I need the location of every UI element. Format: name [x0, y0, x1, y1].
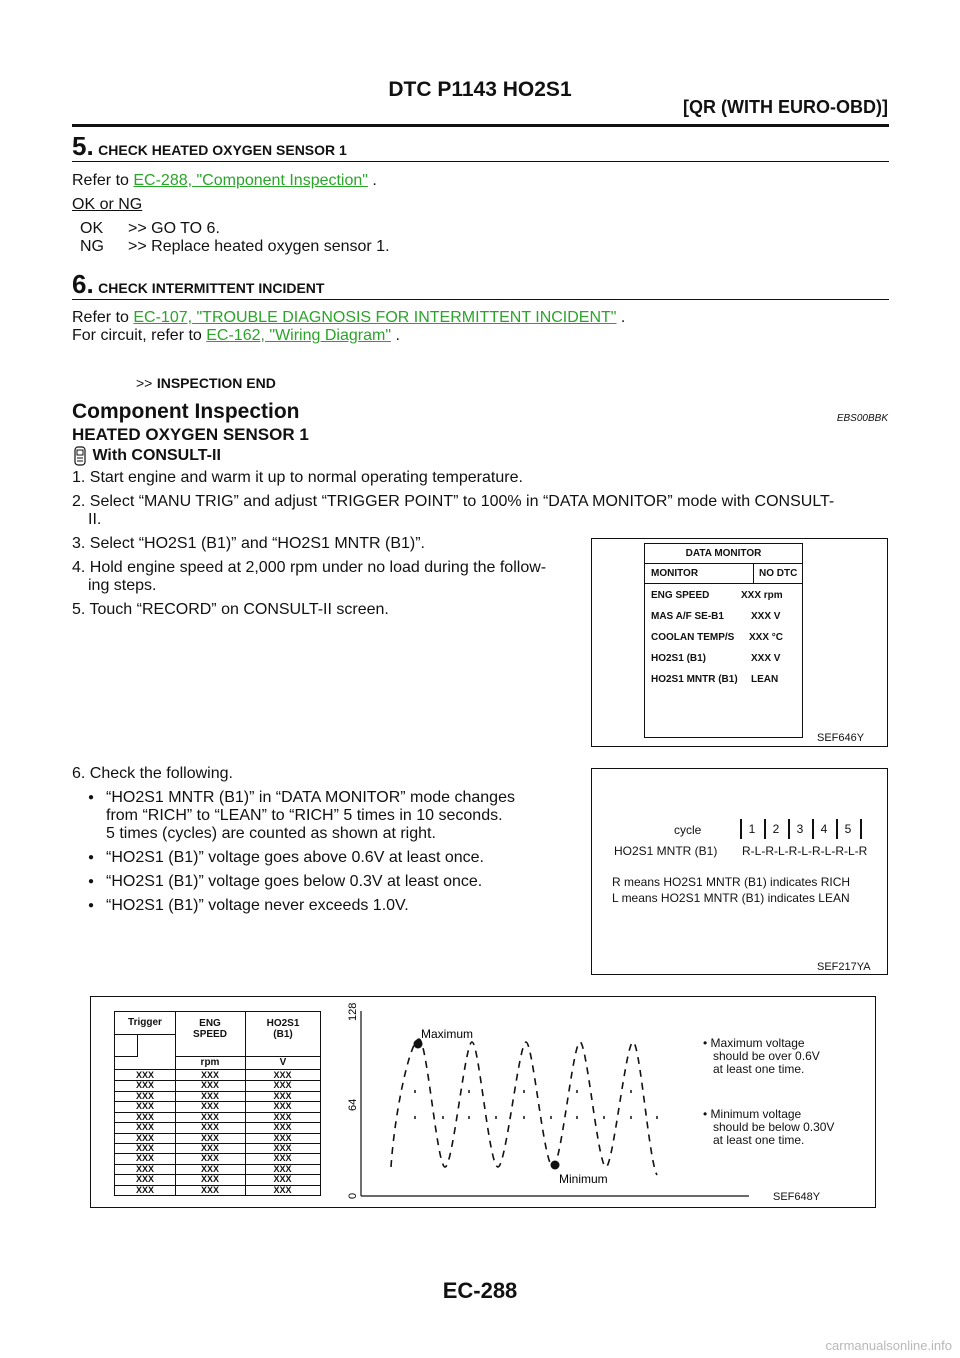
- trigger-row-cell: XXX: [273, 1174, 292, 1185]
- sensor-subtitle: HEATED OXYGEN SENSOR 1: [72, 425, 309, 444]
- inspection-end: [136, 375, 276, 393]
- dm-row-value: XXX V: [751, 611, 781, 622]
- cycle-bar: [836, 819, 838, 839]
- ok-label: OK: [80, 220, 104, 237]
- step6-refer-suffix: .: [616, 309, 626, 326]
- with-consult: [72, 446, 221, 466]
- header-rule: [72, 124, 889, 127]
- trigger-row-cell: XXX: [200, 1111, 219, 1122]
- step6-circuit: [72, 327, 400, 345]
- cycle-number: 4: [820, 822, 828, 836]
- trigger-row-cell: XXX: [135, 1122, 154, 1133]
- trigger-row-cell: XXX: [273, 1184, 292, 1195]
- ho2s1-header-line2: (B1): [273, 1029, 293, 1040]
- trigger-row-cell: XXX: [135, 1090, 154, 1101]
- trigger-row-cell: XXX: [200, 1132, 219, 1143]
- ok-or-ng-label: OK or NG: [72, 196, 143, 213]
- consult-tester-icon: [72, 446, 88, 466]
- y-tick-0: 0: [347, 1192, 359, 1199]
- trigger-row-cell: XXX: [273, 1080, 292, 1091]
- proc-step-5: 5. Touch “RECORD” on CONSULT-II screen.: [72, 601, 389, 618]
- trigger-row-cell: XXX: [273, 1101, 292, 1112]
- note-max-line1: • Maximum voltage: [703, 1036, 805, 1050]
- dm-row-value: LEAN: [751, 674, 779, 685]
- component-inspection-title: Component Inspection: [72, 400, 300, 423]
- trigger-row-cell: XXX: [273, 1153, 292, 1164]
- note-min-voltage: [703, 1108, 834, 1147]
- cycle-number: 1: [748, 822, 756, 836]
- check-bullet-4: ● “HO2S1 (B1)” voltage never exceeds 1.0V.: [106, 897, 409, 915]
- step6-heading: [72, 269, 324, 300]
- note-max-line3: at least one time.: [713, 1062, 805, 1076]
- figure-waveform: [90, 996, 876, 1208]
- figure-code: SEF648Y: [773, 1191, 821, 1203]
- trigger-row-cell: XXX: [200, 1101, 219, 1112]
- step5-heading: [72, 131, 347, 162]
- step6-circuit-prefix: For circuit, refer to: [72, 327, 207, 344]
- trigger-row-cell: XXX: [135, 1163, 154, 1174]
- eng-speed-header-line1: ENG: [199, 1018, 221, 1029]
- step5-refer-prefix: Refer to: [72, 172, 134, 189]
- dm-row-label: MAS A/F SE-B1: [651, 611, 724, 622]
- dm-rule-1: [645, 563, 802, 564]
- trigger-row-cell: XXX: [200, 1184, 219, 1195]
- step6-refer-prefix: Refer to: [72, 309, 134, 326]
- trigger-row-cell: XXX: [135, 1080, 154, 1091]
- cycle-bar: [788, 819, 790, 839]
- r-means-text: R means HO2S1 MNTR (B1) indicates RICH: [612, 875, 851, 889]
- data-monitor-monitor: MONITOR: [651, 568, 699, 579]
- data-monitor-title: DATA MONITOR: [685, 548, 762, 559]
- figure-data-monitor: [591, 538, 888, 747]
- ho2s1-header: [246, 1018, 320, 1040]
- step6-refer: [72, 309, 625, 327]
- note-min-line1: • Minimum voltage: [703, 1107, 802, 1121]
- trigger-row-cell: XXX: [200, 1070, 219, 1080]
- trigger-row-cell: XXX: [273, 1111, 292, 1122]
- step5-number: 5.: [72, 131, 94, 161]
- trigger-row-cell: XXX: [200, 1090, 219, 1101]
- trigger-row-cell: XXX: [200, 1080, 219, 1091]
- end-arrow: >>: [136, 375, 153, 391]
- figure-cycle: [591, 768, 888, 975]
- dm-row-value: XXX rpm: [741, 590, 783, 601]
- cycle-number: 5: [844, 822, 852, 836]
- with-consult-label: With CONSULT-II: [92, 447, 221, 465]
- dm-row-value: XXX °C: [749, 632, 784, 643]
- ng-text: >> Replace heated oxygen sensor 1.: [128, 238, 390, 255]
- trigger-row-cell: XXX: [135, 1142, 154, 1153]
- voltage-waveform-chart: [341, 997, 761, 1207]
- note-min-line3: at least one time.: [713, 1133, 805, 1147]
- trigger-cell: [115, 1034, 138, 1057]
- step5-refer: [72, 172, 377, 190]
- step6-circuit-suffix: .: [391, 327, 400, 344]
- ho2s1-header-line1: HO2S1: [266, 1018, 300, 1029]
- check-bullet-1-cont-b: 5 times (cycles) are counted as shown at right.: [106, 825, 436, 842]
- trigger-header: Trigger: [115, 1012, 176, 1035]
- cycle-numbers: [740, 819, 868, 839]
- link-component-inspection[interactable]: EC-288, "Component Inspection": [133, 172, 368, 189]
- page-title: DTC P1143 HO2S1: [388, 78, 572, 101]
- trigger-row-cell: XXX: [273, 1090, 292, 1101]
- proc-step-1: 1. Start engine and warm it up to normal operating temperature.: [72, 469, 523, 486]
- cycle-bar: [812, 819, 814, 839]
- proc-step-3: 3. Select “HO2S1 (B1)” and “HO2S1 MNTR (B1)”.: [72, 535, 425, 552]
- proc-step-2-cont: II.: [88, 511, 102, 528]
- trigger-row-cell: XXX: [273, 1122, 292, 1133]
- check-bullet-1: ● “HO2S1 MNTR (B1)” in “DATA MONITOR” mode changes: [106, 789, 581, 807]
- proc-step-6: 6. Check the following.: [72, 765, 233, 782]
- step5-rule: [72, 161, 889, 162]
- trigger-row-cell: XXX: [273, 1142, 292, 1153]
- cycle-bar: [764, 819, 766, 839]
- waveform-line: [391, 1039, 657, 1175]
- cycle-bar: [860, 819, 862, 839]
- trigger-row-cell: XXX: [273, 1163, 292, 1174]
- dm-row-value: XXX V: [751, 653, 781, 664]
- note-max-line2: should be over 0.6V: [713, 1049, 820, 1063]
- page-number: EC-288: [442, 1278, 518, 1303]
- l-means-text: L means HO2S1 MNTR (B1) indicates LEAN: [612, 891, 850, 905]
- dm-divider: [753, 564, 754, 583]
- y-tick-128: 128: [347, 1002, 359, 1021]
- data-monitor-nodtc: NO DTC: [759, 568, 798, 579]
- watermark: carmanualsonline.info: [825, 1338, 952, 1353]
- step5-refer-suffix: .: [367, 172, 377, 189]
- proc-step-4-cont: ing steps.: [88, 577, 157, 594]
- cycle-bar: [740, 819, 742, 839]
- trigger-row-cell: XXX: [135, 1153, 154, 1164]
- eng-speed-header-line2: SPEED: [193, 1029, 227, 1040]
- trigger-row-cell: XXX: [135, 1132, 154, 1143]
- v-unit: V: [279, 1057, 287, 1068]
- trigger-row-cell: XXX: [200, 1122, 219, 1133]
- mntr-sequence: R-L-R-L-R-L-R-L-R-L-R: [742, 844, 868, 858]
- step6-number: 6.: [72, 269, 94, 299]
- trigger-row-cell: XXX: [135, 1101, 154, 1112]
- component-inspection-code: EBS00BBK: [836, 413, 888, 424]
- y-tick-64: 64: [347, 1098, 359, 1111]
- trigger-row-cell: XXX: [200, 1153, 219, 1164]
- trigger-row-cell: XXX: [135, 1184, 154, 1195]
- trigger-row-cell: XXX: [273, 1070, 292, 1080]
- check-bullet-3: ● “HO2S1 (B1)” voltage goes below 0.3V at least once.: [106, 873, 482, 891]
- dm-row-label: ENG SPEED: [651, 590, 710, 601]
- dm-row-label: COOLAN TEMP/S: [651, 632, 735, 643]
- link-wiring-diagram[interactable]: EC-162, "Wiring Diagram": [206, 327, 391, 344]
- data-monitor-screen: [644, 543, 803, 738]
- minimum-label: Minimum: [559, 1172, 608, 1186]
- minimum-marker: [551, 1161, 560, 1170]
- ok-text: >> GO TO 6.: [128, 220, 220, 237]
- cycle-number: 2: [772, 822, 780, 836]
- trigger-table: [114, 1011, 321, 1196]
- trigger-row-cell: XXX: [135, 1111, 154, 1122]
- trigger-row-cell: XXX: [273, 1132, 292, 1143]
- note-max-voltage: [703, 1037, 820, 1076]
- check-bullet-2: ● “HO2S1 (B1)” voltage goes above 0.6V at least once.: [106, 849, 484, 867]
- dm-row-label: HO2S1 MNTR (B1): [651, 674, 738, 685]
- dm-rule-2: [645, 583, 802, 584]
- check-bullet-1-cont-a: from “RICH” to “LEAN” to “RICH” 5 times in 10 seconds.: [106, 807, 503, 824]
- link-intermittent-incident[interactable]: EC-107, "TROUBLE DIAGNOSIS FOR INTERMITTENT INCIDENT": [133, 309, 617, 326]
- maximum-label: Maximum: [421, 1027, 474, 1041]
- cycle-number: 3: [796, 822, 804, 836]
- proc-step-2: 2. Select “MANU TRIG” and adjust “TRIGGER POINT” to 100% in “DATA MONITOR” mode with CONSULT-: [72, 493, 835, 510]
- trigger-row-cell: XXX: [135, 1174, 154, 1185]
- trigger-row-rule: [115, 1195, 320, 1196]
- end-text: INSPECTION END: [156, 375, 276, 391]
- trigger-row-cell: XXX: [135, 1070, 154, 1080]
- trigger-row-cell: XXX: [200, 1142, 219, 1153]
- trigger-row-cell: XXX: [200, 1174, 219, 1185]
- cycle-label: cycle: [674, 823, 702, 837]
- eng-speed-header: [175, 1018, 245, 1040]
- step5-title: CHECK HEATED OXYGEN SENSOR 1: [98, 142, 347, 158]
- trigger-row-cell: XXX: [200, 1163, 219, 1174]
- note-min-line2: should be below 0.30V: [713, 1120, 835, 1134]
- mntr-label: HO2S1 MNTR (B1): [614, 844, 718, 858]
- ng-label: NG: [80, 238, 104, 255]
- step6-title: CHECK INTERMITTENT INCIDENT: [98, 280, 325, 296]
- proc-step-4: 4. Hold engine speed at 2,000 rpm under no load during the follow-: [72, 559, 547, 576]
- page-subtitle: [QR (WITH EURO-OBD)]: [683, 97, 888, 117]
- dm-row-label: HO2S1 (B1): [651, 653, 707, 664]
- rpm-unit: rpm: [200, 1057, 220, 1068]
- figure-code: SEF217YA: [817, 961, 871, 973]
- figure-code: SEF646Y: [817, 732, 865, 744]
- step6-rule: [72, 299, 889, 300]
